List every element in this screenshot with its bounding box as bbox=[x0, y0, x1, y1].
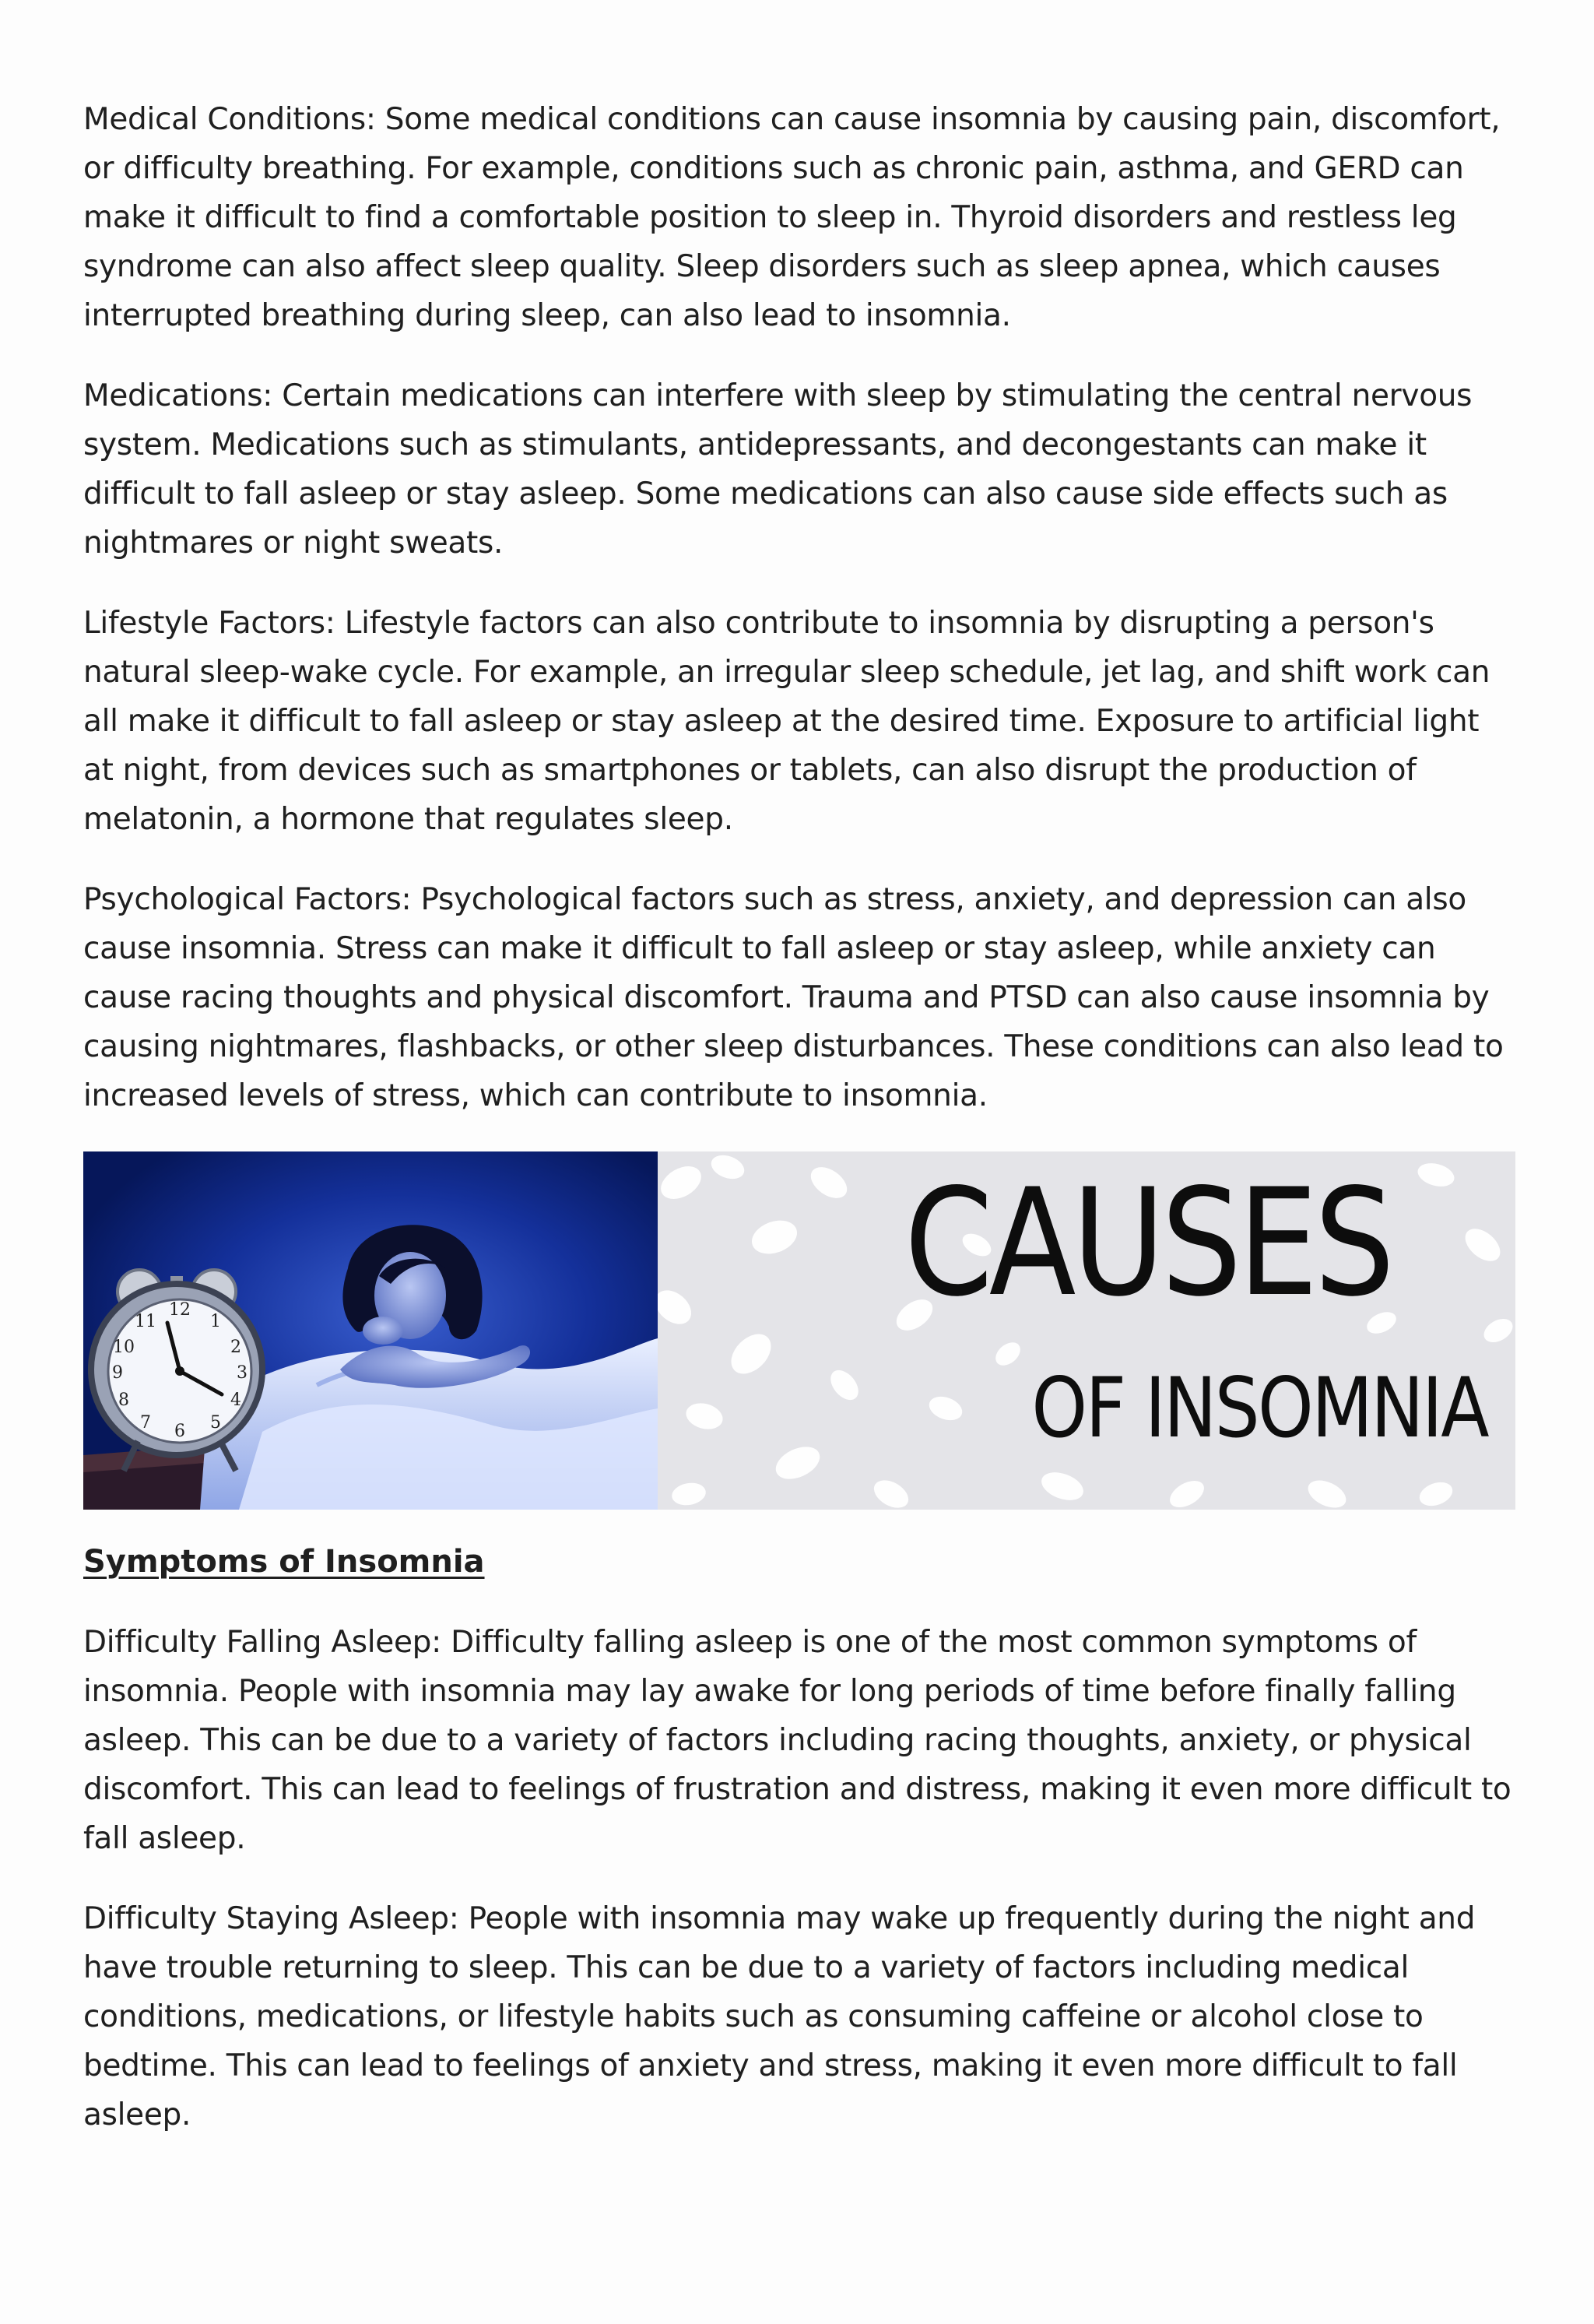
paragraph-medical-conditions: Medical Conditions: Some medical conditions can cause insomnia by causing pain, discomfort, or difficulty breathing. For example, conditions such as chronic pain, asthma, and GERD can make it difficult to find a comfortable position to sleep in. Thyroid disorders and restless leg syndrome can also affect sleep quality. Sleep disorders such as sleep apnea, which causes interrupted breathing during sleep, can also lead to insomnia. bbox=[83, 102, 1501, 333]
svg-text:1: 1 bbox=[210, 1312, 221, 1331]
section-heading-symptoms: Symptoms of Insomnia bbox=[83, 1544, 485, 1580]
article-body bbox=[83, 95, 1515, 2171]
banner-title-causes: CAUSES bbox=[904, 1157, 1391, 1329]
paragraph-difficulty-falling-asleep: Difficulty Falling Asleep: Difficulty falling asleep is one of the most common symptoms of insomnia. People with insomnia may lay awake for long periods of time before finally falling asleep. This can be due to a variety of factors including racing thoughts, anxiety, or physical discomfort. This can lead to feelings of frustration and distress, making it even more difficult to fall asleep. bbox=[83, 1625, 1511, 1856]
paragraph-difficulty-staying-asleep: Difficulty Staying Asleep: People with insomnia may wake up frequently during the night and have trouble returning to sleep. This can be due to a variety of factors including medical conditions, medications, or lifestyle habits such as consuming caffeine or alcohol close to bedtime. This can lead to feelings of anxiety and stress, making it even more difficult to fall asleep. bbox=[83, 1901, 1476, 2132]
svg-text:11: 11 bbox=[135, 1312, 156, 1331]
svg-text:10: 10 bbox=[113, 1338, 135, 1357]
paragraph-psychological-factors: Psychological Factors: Psychological factors such as stress, anxiety, and depression can also cause insomnia. Stress can make it difficult to fall asleep or stay asleep, while anxiety can cause racing thoughts and physical discomfort. Trauma and PTSD can also cause insomnia by causing nightmares, flashbacks, or other sleep disturbances. These conditions can also lead to increased levels of stress, which can contribute to insomnia. bbox=[83, 882, 1504, 1113]
svg-text:12: 12 bbox=[169, 1300, 191, 1320]
banner-title-panel bbox=[658, 1151, 1515, 1510]
svg-text:4: 4 bbox=[230, 1391, 241, 1410]
svg-text:8: 8 bbox=[118, 1391, 129, 1410]
woman-awake-with-alarm-clock-photo bbox=[83, 1151, 658, 1510]
svg-text:6: 6 bbox=[174, 1422, 185, 1441]
banner-title-of-insomnia: OF INSOMNIA bbox=[1031, 1360, 1487, 1456]
bedroom-illustration bbox=[83, 1151, 658, 1510]
svg-text:9: 9 bbox=[112, 1363, 123, 1383]
paragraph-lifestyle-factors: Lifestyle Factors: Lifestyle factors can also contribute to insomnia by disrupting a person's natural sleep-wake cycle. For example, an irregular sleep schedule, jet lag, and shift work can all make it difficult to fall asleep or stay asleep at the desired time. Exposure to artificial light at night, from devices such as smartphones or tablets, can also disrupt the production of melatonin, a hormone that regulates sleep. bbox=[83, 606, 1490, 837]
svg-text:2: 2 bbox=[230, 1338, 241, 1357]
svg-text:5: 5 bbox=[210, 1413, 221, 1433]
paragraph-medications: Medications: Certain medications can interfere with sleep by stimulating the central nervous system. Medications such as stimulants, antidepressants, and decongestants can make it difficult to fall asleep or stay asleep. Some medications can also cause side effects such as nightmares or night sweats. bbox=[83, 378, 1473, 561]
svg-text:3: 3 bbox=[237, 1363, 248, 1383]
causes-of-insomnia-banner bbox=[83, 1151, 1515, 1510]
svg-text:7: 7 bbox=[140, 1413, 151, 1433]
